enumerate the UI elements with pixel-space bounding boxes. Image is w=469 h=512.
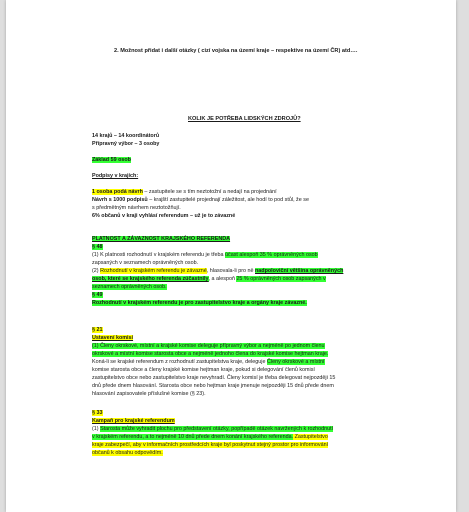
podpisy-title: Podpisy v krajích:	[92, 173, 139, 179]
platnost-p1-line-2: zapsaných v seznamech oprávněných osob.	[92, 260, 199, 266]
podpisy-line-2: Návrh s 1000 podpisů – krajští zastupitelé projednají záležitost, ale hodí to pod stůl, že se	[92, 197, 309, 203]
platnost-p3: Rozhodnutí v krajském referendu je pro zastupitelstvo kraje a orgány kraje závazné.	[92, 300, 307, 306]
s21-line-2: komise starosta obce a členy krajské komise hejtman kraje, pokud si delegování členů komisí	[92, 367, 315, 373]
section-48: § 48	[92, 244, 103, 250]
section-33: § 33	[92, 410, 103, 416]
staff-total: Základ 59 osob	[92, 157, 131, 163]
s21-line-5: hlasování zapisovatele příslušné komise (§ 23).	[92, 391, 206, 397]
platnost-title: PLATNOST A ZÁVAZNOST KRAJSKÉHO REFERENDA	[92, 236, 231, 242]
platnost-p2-line-2: osob, které se krajského referenda zúčastnily, a alespoň 25 % oprávněných osob zapsaných v	[92, 276, 326, 282]
s21-line-3: zastupitelstvo obce nebo zastupitelstvo kraje nevyhradí. Členy komisí je třeba delegovat nejpozději 15	[92, 375, 336, 381]
document-page	[6, 0, 456, 512]
section-heading: KOLIK JE POTŘEBA LIDSKÝCH ZDROJŮ?	[188, 116, 301, 122]
section-49: § 49	[92, 292, 103, 298]
podpisy-line-4: 6% občanů v kraji vyhlásí referendum – už je to závazné	[92, 213, 236, 219]
s21-title: Ustavení komisí	[92, 335, 134, 341]
s33-line-4: občanů k obsahu odpovědím.	[92, 450, 163, 456]
s33-line-2: v krajském referendu, a to nejméně 10 dnů přede dnem konání krajského referenda. Zastupitelstvo	[92, 434, 328, 440]
s21-green-line-1: (1) Členy okrskové, místní a krajské komise deleguje přípravný výbor a nejméně po jednom členu	[92, 343, 325, 349]
s21-green-line-2: okrskové a místní komise starosta obce a nejméně jednoho člena do krajské komise hejtman kraje.	[92, 351, 329, 357]
platnost-p1-line-1: (1) K platnosti rozhodnutí v krajském referendu je třeba účast alespoň 35 % oprávněných osob	[92, 252, 318, 258]
section-21: § 21	[92, 327, 103, 333]
s21-line-1: Koná-li se krajské referendum z rozhodnutí zastupitelstva kraje, deleguje Členy okrskové a místní	[92, 359, 325, 365]
platnost-p2-line-3: seznamech oprávněných osob.	[92, 284, 167, 290]
s21-line-4: dnů přede dnem hlasování. Starosta obce nebo hejtman kraje jmenuje nejpozději 15 dnů přede dnem	[92, 383, 334, 389]
s33-title: Kampaň pro krajské referendum	[92, 418, 175, 424]
podpisy-line-1: 1 osoba podá návrh – zastupitele se s tím neztotožní a nedají na projednání	[92, 189, 277, 195]
s33-line-1: (1) Starosta může vyhradit plochu pro představení otázky, popřípadě otázek navržených k rozhodnutí	[92, 426, 334, 432]
question-2: 2. Možnost přidat i další otázky ( cizí vojska na území kraje – respektive na území ČR) atd….	[114, 48, 358, 54]
staff-line-2: Přípravný výbor – 3 osoby	[92, 141, 160, 147]
platnost-p2-line-1: (2) Rozhodnutí v krajském referendu je závazné, hlasovala-li pro ně nadpoloviční většina oprávněných	[92, 268, 344, 274]
s33-line-3: kraje zabezpečí, aby v informačních prostředcích kraje byl poskytnut stejný prostor pro informování	[92, 442, 329, 448]
podpisy-line-3: s předmětným návrhem neztotožňují.	[92, 205, 181, 211]
staff-line-1: 14 krajů – 14 koordinátorů	[92, 133, 160, 139]
